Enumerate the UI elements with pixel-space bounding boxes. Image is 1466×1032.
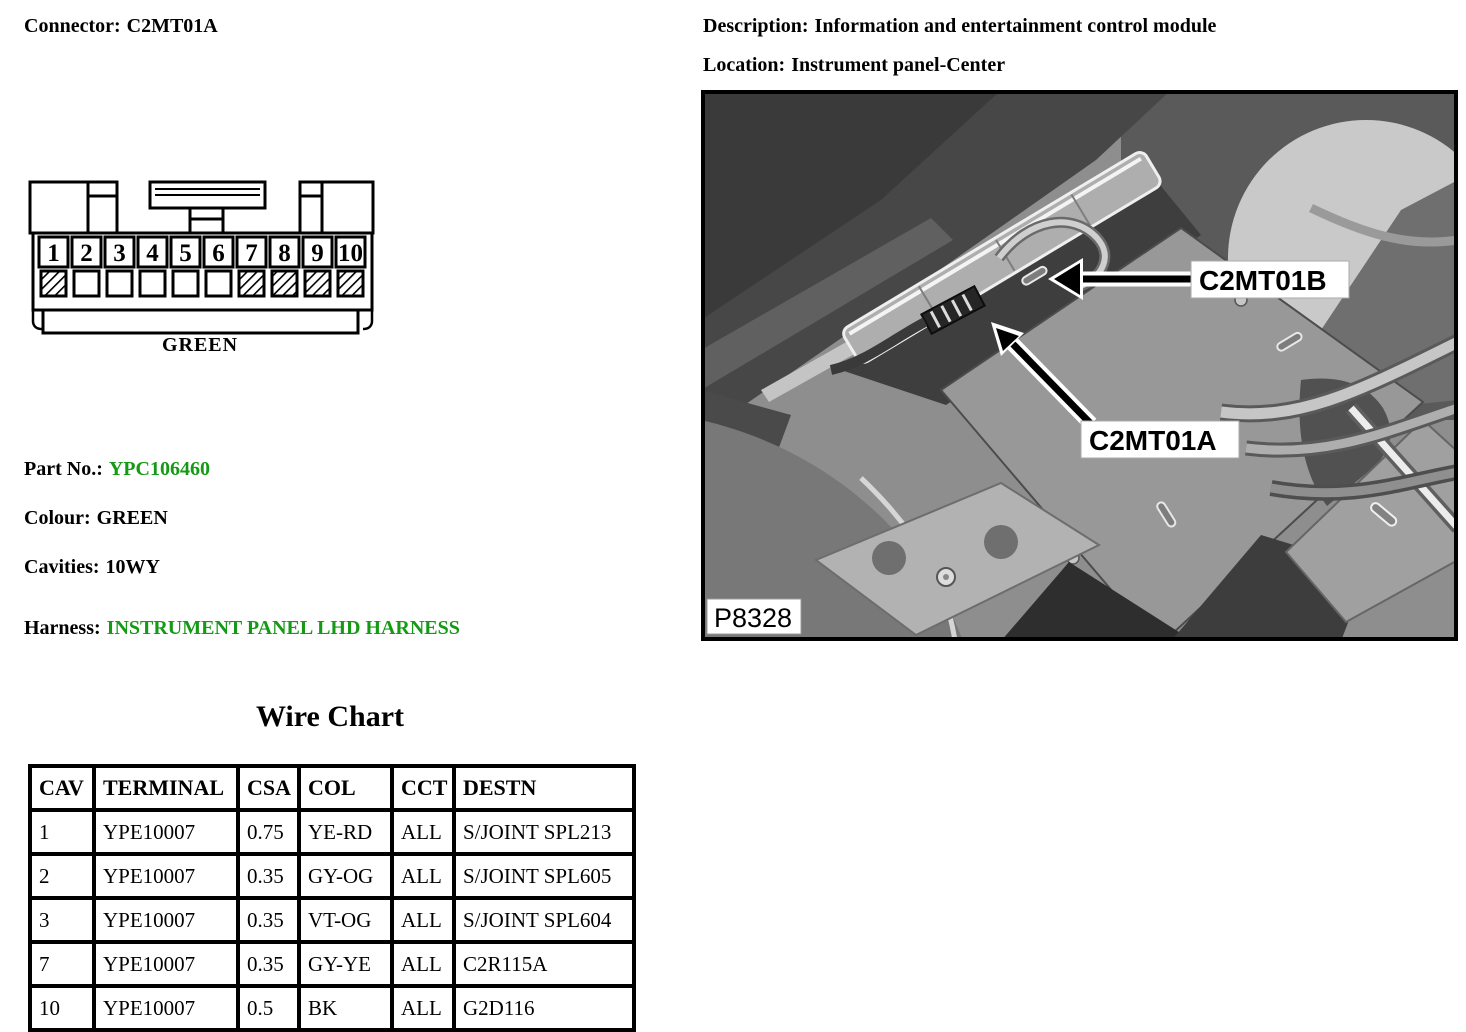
cavity-7-hatched [239, 271, 264, 296]
location-photo [701, 90, 1458, 641]
cavity-number: 9 [311, 240, 324, 267]
cell-destn: C2R115A [454, 942, 634, 986]
col-header-cct: CCT [392, 766, 454, 810]
cavity-number: 6 [212, 240, 225, 267]
wire-chart-header-row [30, 766, 634, 810]
cavity-number: 5 [179, 240, 192, 267]
cell-cav: 2 [30, 854, 94, 898]
label-c2mt01b-text: C2MT01B [1199, 265, 1327, 296]
cavity-5 [173, 271, 198, 296]
harness-label: Harness: [24, 617, 101, 639]
cell-col: GY-OG [299, 854, 392, 898]
cell-cct: ALL [392, 810, 454, 854]
col-header-terminal: TERMINAL [94, 766, 238, 810]
cavities-line [24, 556, 160, 579]
part-no-label: Part No.: [24, 458, 103, 480]
cell-csa: 0.75 [238, 810, 299, 854]
col-header-cav: CAV [30, 766, 94, 810]
cell-csa: 0.5 [238, 986, 299, 1030]
cavity-number: 10 [338, 240, 363, 267]
location-label: Location: [703, 54, 786, 76]
figure-number-label [707, 599, 801, 634]
cell-col: GY-YE [299, 942, 392, 986]
label-c2mt01a-text: C2MT01A [1089, 425, 1217, 456]
cell-cav: 7 [30, 942, 94, 986]
table-row [30, 810, 634, 854]
col-header-csa: CSA [238, 766, 299, 810]
cell-terminal: YPE10007 [94, 986, 238, 1030]
cell-cct: ALL [392, 942, 454, 986]
connector-base [43, 310, 358, 333]
cavities-value: 10WY [105, 556, 160, 578]
location-heading [703, 54, 1005, 77]
cavity-number: 8 [278, 240, 291, 267]
cell-csa: 0.35 [238, 942, 299, 986]
part-no-line [24, 458, 210, 481]
connector-value: C2MT01A [126, 15, 218, 37]
cavity-10-hatched [338, 271, 363, 296]
cavity-8-hatched [272, 271, 297, 296]
wire-chart-title: Wire Chart [255, 700, 405, 733]
cell-cct: ALL [392, 854, 454, 898]
table-row [30, 898, 634, 942]
connector-face-diagram [25, 176, 380, 358]
cavity-3 [107, 271, 132, 296]
cavity-9-hatched [305, 271, 330, 296]
cavities-label: Cavities: [24, 556, 100, 578]
cavity-number: 3 [113, 240, 126, 267]
label-c2mt01b [1191, 261, 1349, 298]
table-row [30, 854, 634, 898]
cell-destn: G2D116 [454, 986, 634, 1030]
cell-col: VT-OG [299, 898, 392, 942]
colour-label: Colour: [24, 507, 91, 529]
description-heading [703, 15, 1216, 38]
cavity-number: 7 [245, 240, 258, 267]
cell-cav: 3 [30, 898, 94, 942]
harness-value: INSTRUMENT PANEL LHD HARNESS [106, 617, 460, 639]
col-header-destn: DESTN [454, 766, 634, 810]
harness-line [24, 617, 460, 640]
cell-csa: 0.35 [238, 854, 299, 898]
part-no-value: YPC106460 [108, 458, 210, 480]
connector-heading [24, 15, 218, 38]
cavity-number: 1 [47, 240, 60, 267]
cavity-number: 2 [80, 240, 93, 267]
colour-line [24, 507, 168, 530]
table-row [30, 942, 634, 986]
cavity-4 [140, 271, 165, 296]
cell-cct: ALL [392, 986, 454, 1030]
location-value: Instrument panel-Center [791, 54, 1006, 76]
left-tab [30, 182, 117, 233]
colour-value: GREEN [96, 507, 168, 529]
cell-terminal: YPE10007 [94, 854, 238, 898]
col-header-col: COL [299, 766, 392, 810]
connector-colour-caption: GREEN [161, 334, 239, 356]
cell-destn: S/JOINT SPL213 [454, 810, 634, 854]
cell-cav: 10 [30, 986, 94, 1030]
description-value: Information and entertainment control module [814, 15, 1217, 37]
cavity-1-hatched [41, 271, 66, 296]
cell-col: YE-RD [299, 810, 392, 854]
cell-destn: S/JOINT SPL605 [454, 854, 634, 898]
cell-terminal: YPE10007 [94, 898, 238, 942]
description-label: Description: [703, 15, 809, 37]
cavity-6 [206, 271, 231, 296]
cell-cct: ALL [392, 898, 454, 942]
cell-csa: 0.35 [238, 898, 299, 942]
table-row [30, 986, 634, 1030]
right-tab [300, 182, 373, 233]
cell-terminal: YPE10007 [94, 942, 238, 986]
cell-col: BK [299, 986, 392, 1030]
wire-chart-table [28, 764, 636, 1032]
figure-number-text: P8328 [714, 603, 793, 633]
cell-cav: 1 [30, 810, 94, 854]
cavity-2 [74, 271, 99, 296]
label-c2mt01a [1081, 421, 1239, 458]
cell-terminal: YPE10007 [94, 810, 238, 854]
cavity-number: 4 [146, 240, 159, 267]
cell-destn: S/JOINT SPL604 [454, 898, 634, 942]
connector-label: Connector: [24, 15, 121, 37]
